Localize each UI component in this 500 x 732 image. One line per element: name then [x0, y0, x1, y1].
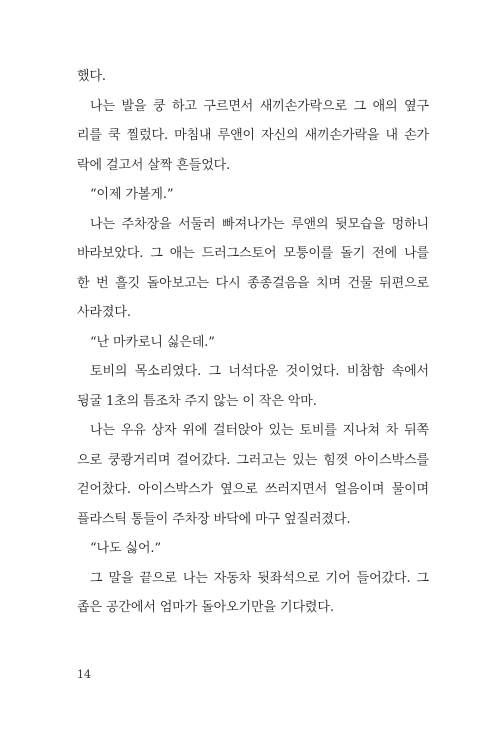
- text-line: 뒹굴 1초의 틈조차 주지 않는 이 작은 악마.: [77, 393, 317, 409]
- page-number: 14: [77, 668, 91, 681]
- text-line: 한 번 흘깃 돌아보고는 다시 종종걸음을 치며 건물 뒤편으로: [77, 275, 429, 291]
- text-line: 으로 쿵쾅거리며 걸어갔다. 그러고는 있는 힘껏 아이스박스를: [77, 452, 429, 468]
- text-line: “난 마카로니 싫은데.”: [90, 334, 215, 350]
- text-line: 락에 걸고서 살짝 흔들었다.: [77, 157, 231, 173]
- text-line: 리를 쿡 찔렀다. 마침내 루앤이 자신의 새끼손가락을 내 손가: [77, 128, 429, 143]
- text-line: 토비의 목소리였다. 그 너석다운 것이었다. 비참함 속에서: [90, 364, 429, 379]
- body-text: [77, 62, 429, 623]
- text-line: 그 말을 끝으로 나는 자동차 뒷좌석으로 기어 들어갔다. 그: [90, 570, 429, 586]
- text-line: “나도 싫어.”: [90, 541, 161, 556]
- text-line: 좁은 공간에서 엄마가 돌아오기만을 기다렸다.: [77, 600, 334, 615]
- text-line: 했다.: [77, 69, 106, 84]
- text-line: 사라졌다.: [77, 305, 131, 320]
- text-line: 플라스틱 통들이 주차장 바닥에 마구 엎질러졌다.: [77, 511, 351, 527]
- text-line: 바라보았다. 그 애는 드러그스토어 모퉁이를 돌기 전에 나를: [77, 246, 429, 261]
- text-line: 걷어찼다. 아이스박스가 옆으로 쓰러지면서 얼음이며 물이며: [77, 482, 429, 497]
- text-line: 나는 발을 쿵 하고 구르면서 새끼손가락으로 그 애의 옆구: [90, 98, 429, 114]
- text-line: 나는 우유 상자 위에 걸터앉아 있는 토비를 지나쳐 차 뒤쪽: [90, 423, 429, 438]
- text-line: “이제 가볼게.”: [90, 187, 174, 202]
- text-line: 나는 주차장을 서둘러 빠져나가는 루앤의 뒷모습을 멍하니: [90, 216, 429, 232]
